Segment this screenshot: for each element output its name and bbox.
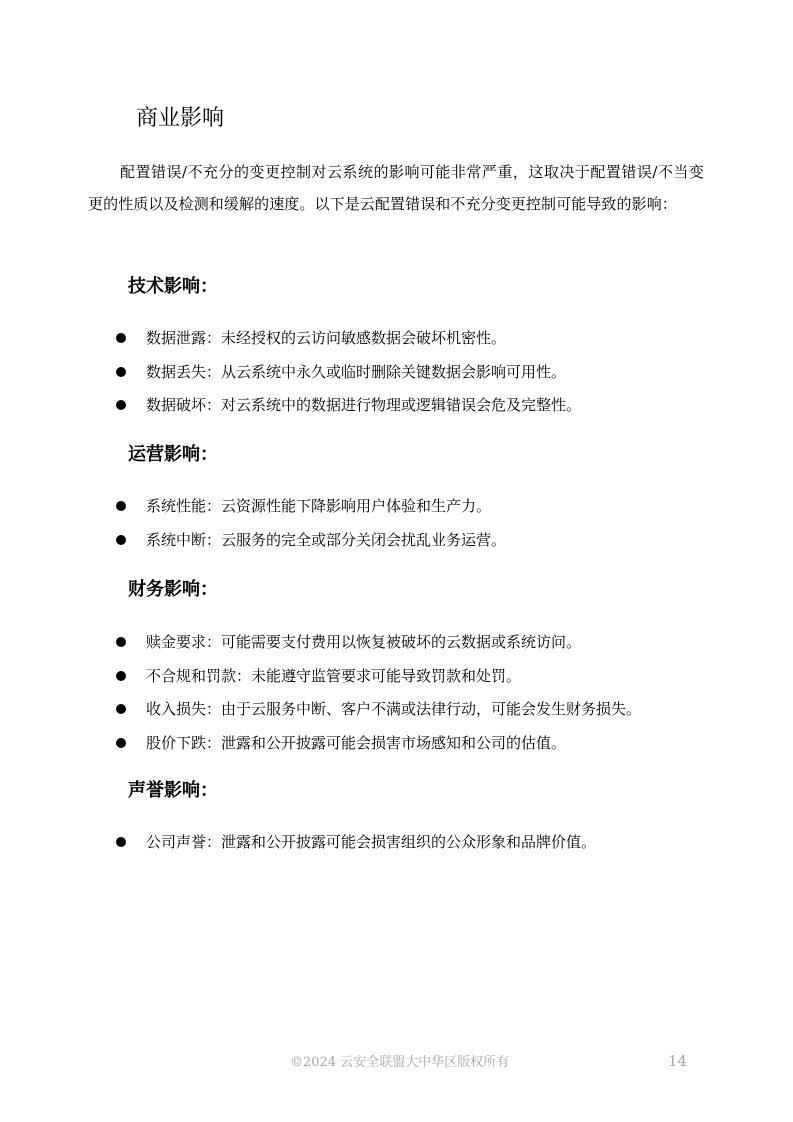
list-item-text: 数据破坏：对云系统中的数据进行物理或逻辑错误会危及完整性。 xyxy=(146,396,582,414)
page-number: 14 xyxy=(668,1052,688,1070)
bullet-icon xyxy=(116,637,126,647)
page-footer xyxy=(0,1053,793,1073)
bullet-icon xyxy=(116,704,126,714)
section-heading-operational: 运营影响： xyxy=(128,444,218,465)
list-item-text: 数据丢失：从云系统中永久或临时删除关键数据会影响可用性。 xyxy=(146,362,567,381)
page-title: 商业影响 xyxy=(136,106,225,131)
bullet-icon xyxy=(116,535,126,545)
bullet-icon xyxy=(116,501,126,511)
intro-paragraph: 配置错误/不充分的变更控制对云系统的影响可能非常严重，这取决于配置错误/不当变更的性质以及检测和缓解的速度。以下是云配置错误和不充分变更控制可能导致的影响： xyxy=(88,163,704,213)
section-heading-reputational: 声誉影响： xyxy=(128,780,218,801)
section-heading-financial: 财务影响： xyxy=(128,579,218,600)
list-item-text: 股价下跌：泄露和公开披露可能会损害市场感知和公司的估值。 xyxy=(146,733,567,752)
list-item-text: 赎金要求：可能需要支付费用以恢复被破坏的云数据或系统访问。 xyxy=(146,633,582,651)
list-item-text: 系统性能：云资源性能下降影响用户体验和生产力。 xyxy=(146,497,492,515)
list-item-text: 系统中断：云服务的完全或部分关闭会扰乱业务运营。 xyxy=(146,530,507,549)
bullet-icon xyxy=(116,738,126,748)
list-item-text: 公司声誉：泄露和公开披露可能会损害组织的公众形象和品牌价值。 xyxy=(146,833,597,851)
bullet-icon xyxy=(116,367,126,377)
bullet-icon xyxy=(116,400,126,410)
list-item-text: 数据泄露：未经授权的云访问敏感数据会破坏机密性。 xyxy=(146,329,507,347)
footer-copyright: ©2024 云安全联盟大中华区版权所有 xyxy=(290,1055,510,1070)
section-heading-technical: 技术影响： xyxy=(128,276,218,297)
bullet-icon xyxy=(116,837,126,847)
list-item-text: 收入损失：由于云服务中断、客户不满或法律行动，可能会发生财务损失。 xyxy=(146,700,642,718)
list-item-text: 不合规和罚款：未能遵守监管要求可能导致罚款和处罚。 xyxy=(146,666,522,685)
bullet-icon xyxy=(116,671,126,681)
bullet-icon xyxy=(116,333,126,343)
